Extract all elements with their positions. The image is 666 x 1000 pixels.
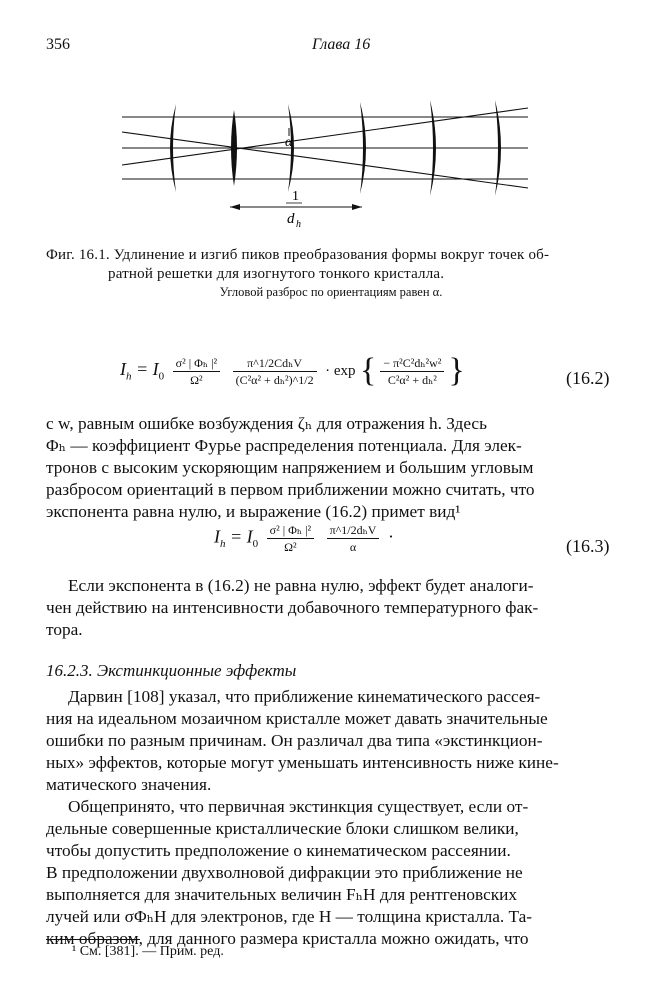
eq3-frac-1 <box>267 522 314 555</box>
para1-line-3: тронов с высоким ускоряющим напряжением и большим угловым <box>46 458 534 477</box>
figure-16-1 <box>100 90 540 235</box>
eq3-frac-1-den: Ω² <box>284 540 297 554</box>
para3-line-4: ных» эффектов, которые могут уменьшать интенсивность ниже кине- <box>46 753 559 772</box>
eq3-equals-i: = I <box>230 526 253 547</box>
paragraph-3 <box>46 686 616 796</box>
eq2-lhs: I <box>120 359 126 380</box>
para1-line-1: с w, равным ошибке возбуждения ζₕ для отражения h. Здесь <box>46 414 487 433</box>
para1-line-5: экспонента равна нулю, и выражение (16.2) примет вид¹ <box>46 502 461 521</box>
paragraph-4 <box>46 796 616 950</box>
running-head: Глава 16 <box>312 36 371 53</box>
eq2-frac-3-den: C²α² + dₕ² <box>387 372 437 387</box>
eq3-dot: · <box>387 526 394 547</box>
eq3-frac-2 <box>327 522 380 555</box>
para2-line-2: чен действию на интенсивности добавочного температурного фак- <box>46 598 539 617</box>
eq2-frac-3 <box>380 355 444 388</box>
eq2-frac-2 <box>233 355 317 388</box>
para4-line-3: чтобы допустить предположение о кинематическом рассеянии. <box>46 841 511 860</box>
equation-number-16-3: (16.3) <box>566 536 610 556</box>
paragraph-1 <box>46 413 616 523</box>
para2-line-3: тора. <box>46 620 83 639</box>
para3-line-3: ошибки по разным причинам. Он различал два типа «экстинкцион- <box>46 731 543 750</box>
para3-line-5: матического значения. <box>46 775 212 794</box>
para3-line-1: Дарвин [108] указал, что приближение кинематического рассея- <box>68 687 541 706</box>
eq2-frac-1-num: σ² | Φₕ |² <box>175 355 218 370</box>
footnote: ¹ См. [381]. — Прим. ред. <box>72 944 224 959</box>
eq3-frac-2-den: α <box>349 540 357 554</box>
scale-arrow-right-head <box>352 204 362 210</box>
eq3-frac-1-num: σ² | Φₕ |² <box>269 523 312 537</box>
para4-line-7: ким образом, для данного размера кристалла можно ожидать, что <box>46 929 529 948</box>
eq2-exp: · exp <box>325 363 356 380</box>
eq2-frac-2-num: π^1/2CdₕV <box>247 355 303 370</box>
figure-lines <box>122 108 528 188</box>
caption-note: Угловой разброс по ориентациям равен α. <box>219 285 443 299</box>
page-number: 356 <box>46 36 70 53</box>
eq2-frac-1 <box>173 355 220 388</box>
eq2-lhs-sub: h <box>126 370 132 383</box>
scale-arrow-left-head <box>230 204 240 210</box>
equation-number-16-2: (16.2) <box>566 368 610 388</box>
scale-subscript: h <box>296 219 301 230</box>
tilted-line-down <box>122 132 528 188</box>
para3-line-2: ния на идеальном мозаичном кристалле может давать значительные <box>46 709 548 728</box>
eq3-lhs-sub: h <box>220 538 226 551</box>
eq3-lhs: I <box>214 526 220 547</box>
para4-line-1: Общепринято, что первичная экстинкция существует, если от- <box>68 797 529 816</box>
para2-line-1: Если экспонента в (16.2) не равна нулю, эффект будет аналоги- <box>68 576 534 595</box>
eq2-frac-2-den: (C²α² + dₕ²)^1/2 <box>235 372 314 387</box>
peak-2 <box>231 110 237 186</box>
eq2-left-brace: { <box>359 352 377 389</box>
para4-line-5: выполняется для значительных величин FₕH для рентгеновских <box>46 885 518 904</box>
para1-line-4: разбросом ориентаций в первом приближении можно считать, что <box>46 480 535 499</box>
equation-16-3 <box>214 522 394 555</box>
caption-line-2: ратной решетки для изогнутого тонкого кристалла. <box>108 266 445 282</box>
eq2-frac-1-den: Ω² <box>190 372 203 387</box>
para1-line-2: Φₕ — коэффициент Фурье распределения потенциала. Для элек- <box>46 436 522 455</box>
eq2-right-brace: } <box>448 352 465 389</box>
eq3-i0-sub: 0 <box>252 538 259 551</box>
scale-denominator: d <box>287 211 295 227</box>
figure-caption <box>46 246 616 284</box>
paragraph-2 <box>46 575 616 641</box>
para4-line-6: лучей или σΦₕH для электронов, где H — толщина кристалла. Та- <box>46 907 533 926</box>
eq3-frac-2-num: π^1/2dₕV <box>329 523 377 537</box>
eq2-equals-i: = I <box>136 359 159 380</box>
eq2-frac-3-num: − π²C²dₕ²w² <box>383 355 442 370</box>
footnote-rule <box>46 939 140 940</box>
alpha-label: α <box>285 135 293 150</box>
eq2-i0-sub: 0 <box>158 370 165 383</box>
equation-16-2 <box>120 352 465 390</box>
scale-numerator: 1 <box>292 189 299 204</box>
caption-line-1: Фиг. 16.1. Удлинение и изгиб пиков преобразования формы вокруг точек об- <box>46 247 550 263</box>
para4-line-2: дельные совершенные кристаллические блоки слишком велики, <box>46 819 519 838</box>
para4-line-4: В предположении двухволновой дифракции это приближение не <box>46 863 523 882</box>
section-heading: 16.2.3. Экстинкционные эффекты <box>46 661 297 680</box>
